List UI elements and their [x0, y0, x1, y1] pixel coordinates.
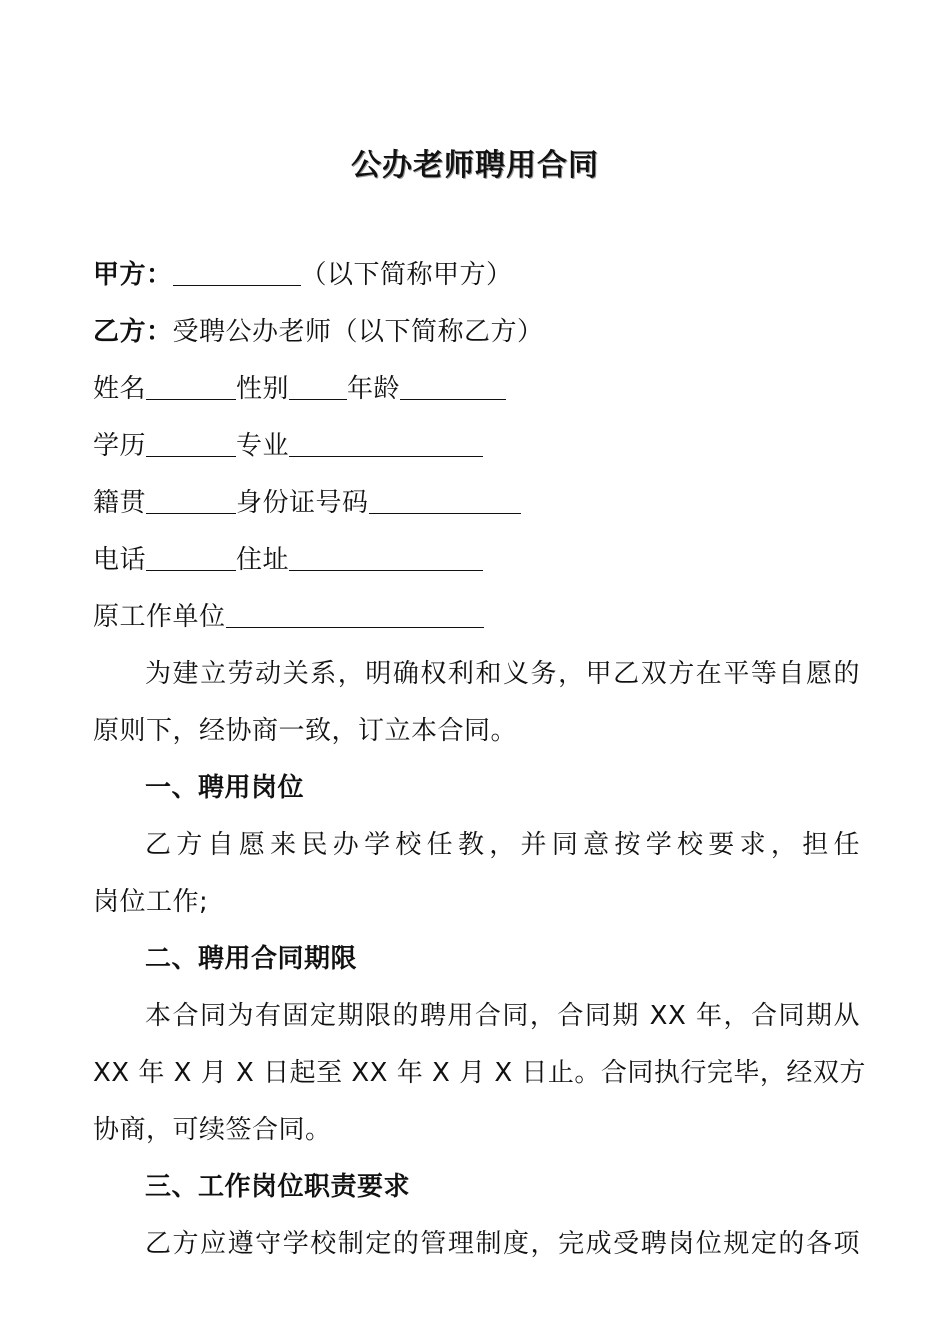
section-2-line-1: 本合同为有固定期限的聘用合同，合同期 XX 年，合同期从 — [145, 1001, 860, 1031]
party-a-label: 甲方： — [93, 260, 173, 290]
field-major-blank — [289, 426, 483, 457]
field-age-blank — [400, 369, 506, 400]
field-education-label: 学历 — [93, 431, 147, 461]
field-hometown-label: 籍贯 — [93, 488, 147, 518]
field-former-employer-blank — [226, 597, 484, 628]
party-a-suffix: （以下简称甲方） — [300, 260, 513, 290]
field-address-label: 住址 — [236, 545, 290, 575]
field-hometown-blank — [146, 483, 236, 514]
field-gender-label: 性别 — [236, 374, 290, 404]
field-gender-blank — [289, 369, 347, 400]
section-3-line-1: 乙方应遵守学校制定的管理制度，完成受聘岗位规定的各项 — [145, 1229, 860, 1259]
section-1-line-1: 乙方自愿来民办学校任教，并同意按学校要求，担任 — [145, 830, 860, 860]
personal-info-line-4 — [93, 540, 863, 580]
party-b-line — [93, 312, 863, 352]
party-a-blank — [173, 255, 301, 286]
field-address-blank — [289, 540, 483, 571]
field-phone-blank — [146, 540, 236, 571]
field-phone-label: 电话 — [93, 545, 147, 575]
field-name-blank — [146, 369, 236, 400]
personal-info-line-1 — [93, 369, 863, 409]
intro-line-2: 原则下，经协商一致，订立本合同。 — [93, 716, 518, 746]
intro-line-1: 为建立劳动关系，明确权利和义务，甲乙双方在平等自愿的 — [145, 659, 860, 689]
field-name-label: 姓名 — [93, 374, 147, 404]
personal-info-line-5 — [93, 597, 863, 637]
field-education-blank — [146, 426, 236, 457]
section-2-line-3: 协商，可续签合同。 — [93, 1115, 332, 1145]
field-major-label: 专业 — [236, 431, 290, 461]
field-id-label: 身份证号码 — [236, 488, 369, 518]
personal-info-line-3 — [93, 483, 863, 523]
section-2-line-2: XX 年 X 月 X 日起至 XX 年 X 月 X 日止。合同执行完毕，经双方 — [93, 1058, 866, 1088]
document-title: 公办老师聘用合同 — [351, 148, 599, 183]
section-3-heading: 三、工作岗位职责要求 — [145, 1172, 411, 1202]
party-a-line — [93, 255, 863, 295]
personal-info-line-2 — [93, 426, 863, 466]
field-former-employer-label: 原工作单位 — [93, 602, 226, 632]
section-2-heading: 二、聘用合同期限 — [145, 944, 358, 974]
section-1-line-2: 岗位工作; — [93, 887, 209, 917]
field-age-label: 年龄 — [347, 374, 401, 404]
party-b-label: 乙方： — [93, 317, 173, 347]
field-id-blank — [369, 483, 521, 514]
party-b-text: 受聘公办老师（以下简称乙方） — [172, 317, 544, 347]
section-1-heading: 一、聘用岗位 — [145, 773, 305, 803]
